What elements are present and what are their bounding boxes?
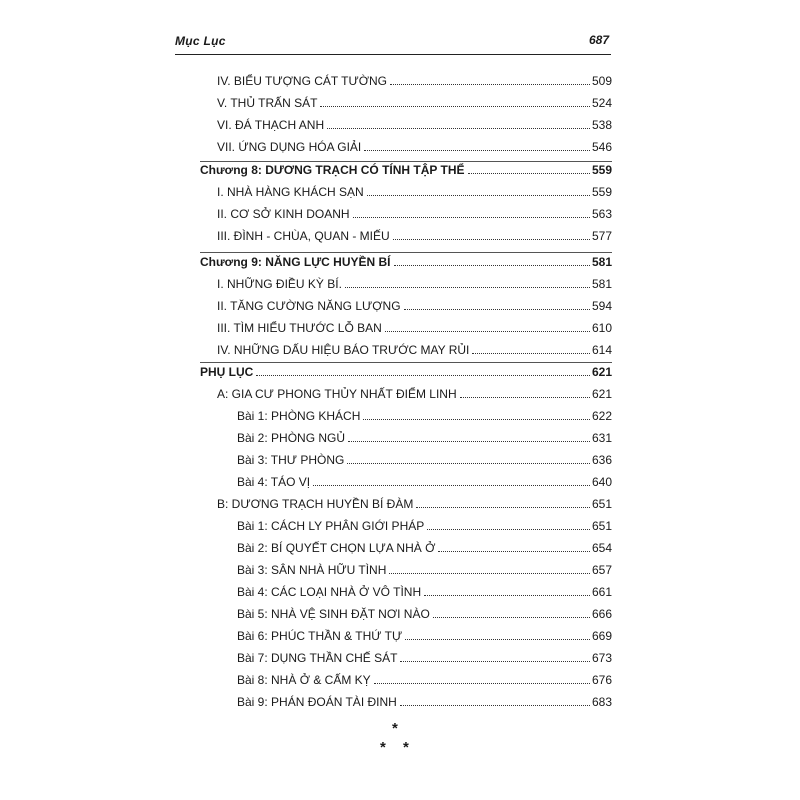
toc-entry [237, 607, 612, 627]
toc-entry-label: A: GIA CƯ PHONG THỦY NHẤT ĐIỂM LINH [217, 387, 457, 401]
toc-entry-page: 673 [591, 651, 612, 665]
toc-entry [237, 409, 612, 429]
dot-leader [405, 639, 590, 640]
toc-entry-label: Bài 9: PHÁN ĐOÁN TÀI ĐINH [237, 695, 397, 709]
toc-entry [217, 207, 612, 227]
dot-leader [468, 173, 590, 174]
header-rule [175, 54, 611, 55]
header-title: Mục Lục [175, 34, 226, 48]
toc-entry-label: I. NHÀ HÀNG KHÁCH SẠN [217, 185, 364, 199]
toc-entry [237, 519, 612, 539]
toc-entry [217, 387, 612, 407]
dot-leader [472, 353, 590, 354]
dot-leader [367, 195, 590, 196]
toc-entry [217, 277, 612, 297]
toc-entry [200, 163, 612, 183]
toc-entry [217, 299, 612, 319]
toc-entry-label: Bài 3: THƯ PHÒNG [237, 453, 345, 467]
toc-entry-page: 683 [591, 695, 612, 709]
dot-leader [320, 106, 589, 107]
dot-leader [364, 150, 590, 151]
toc-entry-page: 676 [591, 673, 612, 687]
toc-entry-page: 614 [591, 343, 612, 357]
toc-entry-page: 651 [591, 497, 612, 511]
toc-entry-label: Bài 8: NHÀ Ở & CẤM KỴ [237, 673, 371, 687]
toc-entry-label: Bài 4: TÁO VỊ [237, 475, 311, 489]
toc-entry [217, 140, 612, 160]
toc-entry-page: 651 [591, 519, 612, 533]
toc-entry-label: Bài 5: NHÀ VỆ SINH ĐẶT NƠI NÀO [237, 607, 430, 621]
section-divider [200, 252, 612, 253]
toc-entry-page: 559 [591, 163, 612, 177]
toc-entry-page: 621 [591, 387, 612, 401]
ornament-star: * [392, 720, 398, 737]
toc-entry-page: 581 [591, 255, 612, 269]
dot-leader [404, 309, 590, 310]
toc-entry-page: 509 [591, 74, 612, 88]
toc-entry [237, 453, 612, 473]
toc-entry-label: Chương 9: NĂNG LỰC HUYỀN BÍ [200, 255, 391, 269]
dot-leader [347, 463, 590, 464]
dot-leader [389, 573, 590, 574]
toc-entry-label: Bài 2: PHÒNG NGỦ [237, 431, 346, 445]
toc-entry-label: VII. ỨNG DỤNG HÓA GIẢI [217, 140, 362, 154]
toc-entry-label: IV. NHỮNG DẤU HIỆU BÁO TRƯỚC MAY RỦI [217, 343, 470, 357]
toc-entry [217, 96, 612, 116]
header-page-number: 687 [589, 33, 610, 47]
toc-entry-page: 577 [591, 229, 612, 243]
toc-entry-label: I. NHỮNG ĐIỀU KỲ BÍ. [217, 277, 342, 291]
dot-leader [390, 84, 590, 85]
dot-leader [313, 485, 590, 486]
toc-entry-page: 631 [591, 431, 612, 445]
toc-entry-label: V. THỦ TRẤN SÁT [217, 96, 318, 110]
toc-entry-page: 661 [591, 585, 612, 599]
dot-leader [416, 507, 590, 508]
toc-entry [217, 74, 612, 94]
dot-leader [427, 529, 590, 530]
toc-entry-page: 622 [591, 409, 612, 423]
toc-entry-label: II. TĂNG CƯỜNG NĂNG LƯỢNG [217, 299, 401, 313]
toc-entry-label: PHỤ LỤC [200, 365, 254, 379]
section-divider [200, 161, 612, 162]
toc-entry-page: 546 [591, 140, 612, 154]
toc-entry-page: 640 [591, 475, 612, 489]
dot-leader [393, 239, 590, 240]
toc-entry-page: 621 [591, 365, 612, 379]
toc-entry [217, 497, 612, 517]
dot-leader [374, 683, 590, 684]
dot-leader [460, 397, 590, 398]
toc-entry [217, 185, 612, 205]
toc-entry-page: 657 [591, 563, 612, 577]
toc-entry-page: 581 [591, 277, 612, 291]
toc-entry [237, 695, 612, 715]
toc-entry-label: Bài 3: SÂN NHÀ HỮU TÌNH [237, 563, 387, 577]
toc-entry [217, 118, 612, 138]
toc-entry-label: III. ĐÌNH - CHÙA, QUAN - MIẾU [217, 229, 390, 243]
toc-entry-label: III. TÌM HIỂU THƯỚC LỖ BAN [217, 321, 382, 335]
toc-entry [237, 585, 612, 605]
toc-entry [237, 563, 612, 583]
dot-leader [400, 705, 590, 706]
toc-entry-page: 594 [591, 299, 612, 313]
ornament-star: * [380, 739, 386, 756]
toc-entry [217, 321, 612, 341]
dot-leader [256, 375, 590, 376]
toc-entry-page: 538 [591, 118, 612, 132]
toc-entry [237, 673, 612, 693]
toc-entry [237, 541, 612, 561]
dot-leader [394, 265, 590, 266]
toc-entry-label: Bài 1: CÁCH LY PHÂN GIỚI PHÁP [237, 519, 425, 533]
toc-entry-label: Bài 6: PHÚC THẦN & THỨ TỰ [237, 629, 403, 643]
toc-entry-page: 563 [591, 207, 612, 221]
dot-leader [345, 287, 590, 288]
toc-entry-label: II. CƠ SỞ KINH DOANH [217, 207, 350, 221]
toc-entry [200, 365, 612, 385]
toc-entry [237, 475, 612, 495]
toc-entry-page: 610 [591, 321, 612, 335]
ornament-star: * [403, 739, 409, 756]
toc-entry-label: VI. ĐÁ THẠCH ANH [217, 118, 325, 132]
toc-entry-page: 524 [591, 96, 612, 110]
toc-entry-label: Bài 4: CÁC LOẠI NHÀ Ở VÔ TÌNH [237, 585, 422, 599]
dot-leader [348, 441, 590, 442]
toc-entry-label: Bài 1: PHÒNG KHÁCH [237, 409, 361, 423]
toc-entry-label: IV. BIỂU TƯỢNG CÁT TƯỜNG [217, 74, 387, 88]
toc-entry [217, 229, 612, 249]
dot-leader [438, 551, 590, 552]
toc-entry-label: Bài 7: DỤNG THẦN CHẾ SÁT [237, 651, 398, 665]
toc-entry-label: Bài 2: BÍ QUYẾT CHỌN LỰA NHÀ Ở [237, 541, 436, 555]
dot-leader [400, 661, 589, 662]
section-divider [200, 362, 612, 363]
toc-entry [237, 431, 612, 451]
toc-entry-page: 559 [591, 185, 612, 199]
toc-entry [200, 255, 612, 275]
toc-entry [237, 651, 612, 671]
dot-leader [424, 595, 590, 596]
dot-leader [433, 617, 590, 618]
toc-entry-label: Chương 8: DƯƠNG TRẠCH CÓ TÍNH TẬP THỂ [200, 163, 465, 177]
toc-entry-page: 654 [591, 541, 612, 555]
toc-entry [217, 343, 612, 363]
dot-leader [385, 331, 590, 332]
toc-entry-label: B: DƯƠNG TRẠCH HUYỀN BÍ ĐÀM [217, 497, 414, 511]
toc-entry [237, 629, 612, 649]
toc-entry-page: 669 [591, 629, 612, 643]
toc-entry-page: 636 [591, 453, 612, 467]
dot-leader [327, 128, 590, 129]
toc-entry-page: 666 [591, 607, 612, 621]
dot-leader [363, 419, 590, 420]
dot-leader [353, 217, 590, 218]
